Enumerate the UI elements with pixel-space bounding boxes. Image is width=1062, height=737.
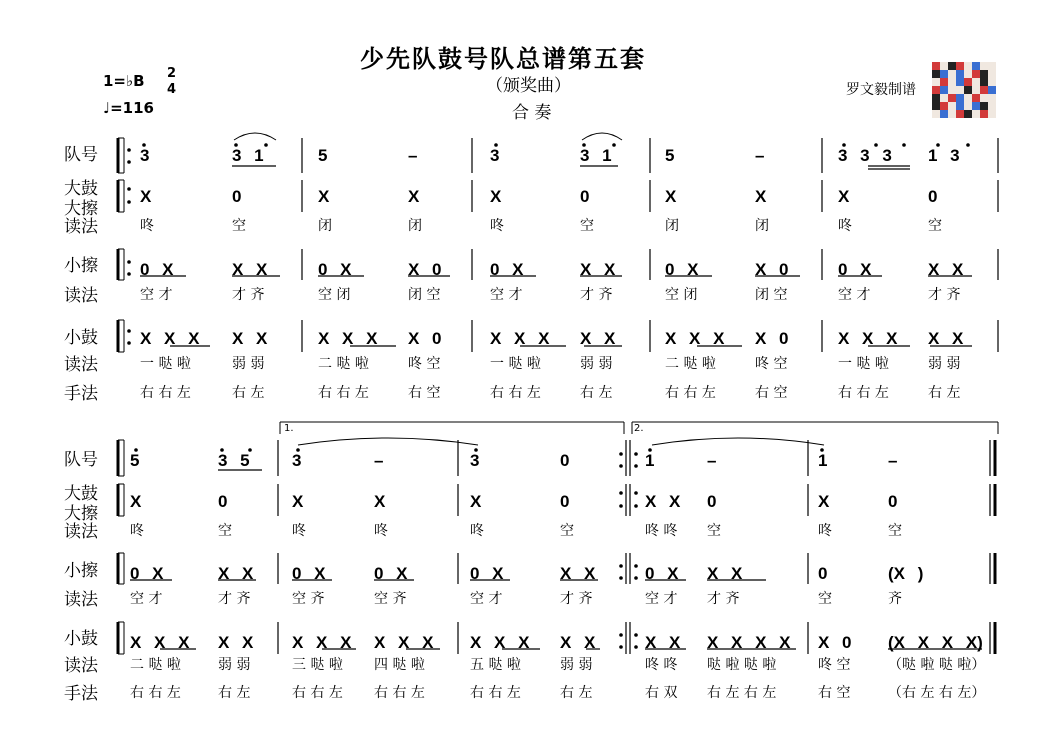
system2-hands-cell: 右 右 左 [292, 685, 343, 701]
label-cymbal: 小擦 [64, 256, 98, 276]
system1-snare-cell: X X X [140, 329, 200, 348]
volta-2-label: 2. [634, 423, 644, 434]
system1-cym-cell: 0 X [838, 260, 872, 279]
system1-bass-cell: X [408, 187, 420, 206]
system1-snare-cell: X 0 [755, 329, 789, 348]
system1-cym-cell: X 0 [755, 260, 789, 279]
repeat-dot [619, 504, 623, 508]
system1-bass-cell: X [140, 187, 152, 206]
system2-bass-read-cell: 空 [707, 523, 721, 539]
time-signature-top: 2 [167, 66, 177, 81]
system1-bass-read-cell: 咚 [838, 218, 852, 234]
tempo-marking: ♩=116 [103, 99, 154, 117]
system1-bass-cell: 0 [580, 187, 590, 206]
system2-cym-cell: 0 X [130, 564, 164, 583]
system1-bass-read-cell: 空 [928, 218, 942, 234]
label-reading: 读法 [64, 522, 98, 542]
label-bass-cymbal: 大擦 [64, 504, 98, 524]
system2-snare-cell: X X [645, 633, 681, 652]
repeat-dot [634, 464, 638, 468]
system2-cym-read-cell: 才 齐 [560, 591, 593, 607]
system2-snare-read-cell: 三 哒 啦 [292, 657, 343, 673]
system2-cym-cell: 0 X [374, 564, 408, 583]
system1-cym-read-cell: 空 才 [140, 287, 173, 303]
system1-cym-cell: 0 X [490, 260, 524, 279]
system1-cym-read-cell: 闭 空 [755, 287, 788, 303]
system1-bass-cell: X [838, 187, 850, 206]
label-reading: 读法 [64, 590, 98, 610]
system1-hands-cell: 右 右 左 [490, 385, 541, 401]
system2-hands-cell: 右 右 左 [374, 685, 425, 701]
system2-snare-read-cell: 弱 弱 [218, 657, 251, 673]
system1-bugle-cell: – [408, 146, 418, 165]
repeat-dot [619, 564, 623, 568]
system1-bugle-cell: 3 3 3 [838, 146, 892, 165]
system1-bugle-cell: 3 1 [580, 146, 612, 165]
system1-snare-cell: X X X [318, 329, 378, 348]
repeat-dot [619, 464, 623, 468]
label-bass-drum: 大鼓 [64, 484, 98, 504]
score-title: 少先队鼓号队总谱第五套 [360, 45, 646, 73]
system1-cym-read-cell: 闭 空 [408, 287, 441, 303]
system1-cym-cell: X X [580, 260, 616, 279]
system1-cym-read-cell: 才 齐 [232, 287, 265, 303]
system1-bugle-cell: 5 [665, 146, 675, 165]
system2-snare-read-cell: （哒 啦 哒 啦） [888, 657, 986, 673]
system2-bass-read-cell: 咚 [130, 523, 144, 539]
tie [298, 438, 478, 445]
system2-bass-cell: 0 [707, 492, 717, 511]
system2-cym-read-cell: 空 齐 [292, 591, 325, 607]
repeat-dot [634, 633, 638, 637]
system1-bugle-cell: 5 [318, 146, 328, 165]
system1-snare-read-cell: 咚 空 [755, 356, 788, 372]
system2-bugle-cell: 0 [560, 451, 570, 470]
repeat-dot [127, 200, 131, 204]
system2-hands-cell: 右 右 左 [130, 685, 181, 701]
arranger-credit: 罗文毅制谱 [846, 82, 916, 98]
system1-bugle-cell: – [755, 146, 765, 165]
system1-cym-cell: 0 X [140, 260, 174, 279]
system1-bugle-cell: 3 [490, 146, 500, 165]
system1-snare-read-cell: 弱 弱 [928, 356, 961, 372]
system2-bugle-cell: 1 [818, 451, 828, 470]
repeat-dot [634, 564, 638, 568]
system2-bugle-cell: – [707, 451, 717, 470]
system1-snare-cell: X X [232, 329, 268, 348]
slur [234, 133, 276, 140]
system2-hands-cell: （右 左 右 左） [888, 685, 986, 701]
label-bass-drum: 大鼓 [64, 179, 98, 199]
system2-snare-read-cell: 四 哒 啦 [374, 657, 425, 673]
system2-hands-cell: 右 双 [645, 685, 678, 701]
system1-hands-cell: 右 右 左 [318, 385, 369, 401]
system2-bugle-cell: 1 [645, 451, 655, 470]
label-bugle: 队号 [64, 450, 98, 470]
system2-hands-cell: 右 左 [218, 685, 251, 701]
system1-cym-read-cell: 空 闭 [665, 287, 698, 303]
label-reading: 读法 [64, 286, 98, 306]
system1-bass-cell: 0 [232, 187, 242, 206]
system1-hands-cell: 右 空 [408, 385, 441, 401]
system2-bugle-cell: 3 [470, 451, 480, 470]
repeat-dot [127, 187, 131, 191]
system2-bass-read-cell: 咚 [470, 523, 484, 539]
repeat-dot [619, 576, 623, 580]
system1-snare-read-cell: 二 哒 啦 [665, 356, 716, 372]
system1-cym-cell: 0 X [318, 260, 352, 279]
system2-cym-cell: X X [218, 564, 254, 583]
repeat-dot [127, 341, 131, 345]
system1-cym-read-cell: 空 才 [838, 287, 871, 303]
system1-bass-cell: 0 [928, 187, 938, 206]
repeat-dot [619, 452, 623, 456]
system2-snare-read-cell: 哒 啦 哒 啦 [707, 657, 777, 673]
system2-cym-cell: (X ) [888, 564, 924, 583]
system1-hands-cell: 右 左 [928, 385, 961, 401]
system2-snare-cell: X X X [130, 633, 190, 652]
system1-bass-cell: X [490, 187, 502, 206]
system1-bugle-cell: 3 [140, 146, 150, 165]
system1-snare-read-cell: 咚 空 [408, 356, 441, 372]
system1-cym-cell: X X [232, 260, 268, 279]
system1-hands-cell: 右 空 [755, 385, 788, 401]
system2-snare-cell: X X X X [707, 633, 791, 652]
repeat-dot [619, 645, 623, 649]
tie [652, 438, 824, 445]
system2-cym-read-cell: 才 齐 [218, 591, 251, 607]
system2-hands-cell: 右 空 [818, 685, 851, 701]
label-hands: 手法 [64, 684, 98, 704]
system2-snare-read-cell: 五 哒 啦 [470, 657, 521, 673]
system2-cym-read-cell: 才 齐 [707, 591, 740, 607]
system1-bass-cell: X [755, 187, 767, 206]
system2-bass-cell: X [130, 492, 142, 511]
repeat-dot [634, 491, 638, 495]
system2-bass-cell: X [374, 492, 386, 511]
system1-bass-read-cell: 空 [580, 218, 594, 234]
repeat-dot [619, 491, 623, 495]
ensemble-label: 合 奏 [512, 103, 552, 123]
system2-snare-cell: X X X [470, 633, 530, 652]
repeat-dot [127, 160, 131, 164]
system1-hands-cell: 右 右 左 [838, 385, 889, 401]
repeat-dot [127, 260, 131, 264]
system2-bugle-cell: 5 [130, 451, 140, 470]
system2-cym-read-cell: 齐 [888, 591, 902, 607]
system1-snare-read-cell: 弱 弱 [232, 356, 265, 372]
system2-bugle-cell: 3 5 [218, 451, 250, 470]
system2-hands-cell: 右 左 [560, 685, 593, 701]
system2-cym-read-cell: 空 才 [645, 591, 678, 607]
octave-dot [902, 143, 906, 147]
system1-cym-read-cell: 才 齐 [580, 287, 613, 303]
system2-snare-cell: X X X [292, 633, 352, 652]
system2-bugle-cell: – [888, 451, 898, 470]
repeat-dot [634, 645, 638, 649]
system2-bass-read-cell: 空 [888, 523, 902, 539]
system1-bass-read-cell: 闭 [408, 218, 422, 234]
system1-snare-read-cell: 一 哒 啦 [838, 356, 889, 372]
system1-bass-cell: X [665, 187, 677, 206]
repeat-dot [619, 633, 623, 637]
system1-snare-read-cell: 一 哒 啦 [140, 356, 191, 372]
system1-hands-cell: 右 右 左 [665, 385, 716, 401]
time-signature-bottom: 4 [167, 82, 177, 97]
octave-dot [612, 143, 616, 147]
system2-cym-cell: 0 [818, 564, 828, 583]
octave-dot [966, 143, 970, 147]
system2-bass-cell: X X [645, 492, 681, 511]
system2-bass-cell: 0 [218, 492, 228, 511]
label-hands: 手法 [64, 384, 98, 404]
system2-snare-read-cell: 咚 咚 [645, 657, 678, 673]
system1-bass-read-cell: 闭 [665, 218, 679, 234]
system2-snare-cell: X 0 [818, 633, 852, 652]
label-reading: 读法 [64, 217, 98, 237]
system2-cym-read-cell: 空 齐 [374, 591, 407, 607]
system1-bass-read-cell: 空 [232, 218, 246, 234]
system1-snare-read-cell: 弱 弱 [580, 356, 613, 372]
system1-snare-read-cell: 二 哒 啦 [318, 356, 369, 372]
system1-bass-read-cell: 咚 [490, 218, 504, 234]
system1-cym-cell: X X [928, 260, 964, 279]
system1-cym-read-cell: 才 齐 [928, 287, 961, 303]
repeat-dot [127, 329, 131, 333]
system2-cym-cell: X X [707, 564, 743, 583]
label-snare: 小鼓 [64, 629, 98, 649]
system1-bass-cell: X [318, 187, 330, 206]
system2-hands-cell: 右 右 左 [470, 685, 521, 701]
repeat-dot [127, 148, 131, 152]
system2-snare-cell: X X X [374, 633, 434, 652]
octave-dot [264, 143, 268, 147]
system2-bass-cell: X [292, 492, 304, 511]
system1-snare-cell: X 0 [408, 329, 442, 348]
repeat-dot [634, 452, 638, 456]
label-snare: 小鼓 [64, 328, 98, 348]
system1-hands-cell: 右 左 [232, 385, 265, 401]
repeat-dot [634, 504, 638, 508]
system1-snare-cell: X X X [838, 329, 898, 348]
label-reading: 读法 [64, 656, 98, 676]
system1-snare-cell: X X [580, 329, 616, 348]
system1-hands-cell: 右 左 [580, 385, 613, 401]
system1-snare-read-cell: 一 哒 啦 [490, 356, 541, 372]
system2-snare-cell: X X [218, 633, 254, 652]
system2-hands-cell: 右 左 右 左 [707, 685, 777, 701]
system1-cym-read-cell: 空 才 [490, 287, 523, 303]
score-subtitle: （颁奖曲） [486, 76, 571, 96]
label-cymbal: 小擦 [64, 561, 98, 581]
system2-bass-read-cell: 咚 [374, 523, 388, 539]
repeat-dot [634, 576, 638, 580]
system1-cym-cell: X 0 [408, 260, 442, 279]
system2-cym-read-cell: 空 [818, 591, 832, 607]
system1-bass-read-cell: 咚 [140, 218, 154, 234]
volta-1-label: 1. [284, 423, 294, 434]
slur [582, 133, 622, 140]
system1-snare-cell: X X [928, 329, 964, 348]
system2-bass-cell: 0 [560, 492, 570, 511]
system2-cym-cell: 0 X [470, 564, 504, 583]
system2-bass-read-cell: 空 [560, 523, 574, 539]
system2-bass-read-cell: 咚 [818, 523, 832, 539]
key-signature: 1=♭B [103, 72, 145, 90]
system1-bass-read-cell: 闭 [318, 218, 332, 234]
system2-snare-read-cell: 弱 弱 [560, 657, 593, 673]
system2-bugle-cell: – [374, 451, 384, 470]
repeat-dot [127, 272, 131, 276]
label-reading: 读法 [64, 355, 98, 375]
system1-bugle-cell: 3 1 [232, 146, 264, 165]
system2-cym-read-cell: 空 才 [130, 591, 163, 607]
system2-cym-cell: X X [560, 564, 596, 583]
system1-bugle-cell: 1 3 [928, 146, 960, 165]
system1-bass-read-cell: 闭 [755, 218, 769, 234]
system2-bass-cell: 0 [888, 492, 898, 511]
system2-snare-cell: X X [560, 633, 596, 652]
system1-snare-cell: X X X [665, 329, 725, 348]
system2-cym-cell: 0 X [292, 564, 326, 583]
system2-cym-cell: 0 X [645, 564, 679, 583]
system2-bass-cell: X [470, 492, 482, 511]
label-bugle: 队号 [64, 145, 98, 165]
system2-bass-read-cell: 空 [218, 523, 232, 539]
system2-bass-read-cell: 咚 [292, 523, 306, 539]
system2-cym-read-cell: 空 才 [470, 591, 503, 607]
system1-snare-cell: X X X [490, 329, 550, 348]
system1-cym-read-cell: 空 闭 [318, 287, 351, 303]
system2-snare-cell: (X X X X) [888, 633, 983, 652]
system1-hands-cell: 右 右 左 [140, 385, 191, 401]
system2-bass-read-cell: 咚 咚 [645, 523, 678, 539]
system2-snare-read-cell: 二 哒 啦 [130, 657, 181, 673]
label-bass-cymbal: 大擦 [64, 199, 98, 219]
system2-bass-cell: X [818, 492, 830, 511]
system2-snare-read-cell: 咚 空 [818, 657, 851, 673]
system2-bugle-cell: 3 [292, 451, 302, 470]
system1-cym-cell: 0 X [665, 260, 699, 279]
